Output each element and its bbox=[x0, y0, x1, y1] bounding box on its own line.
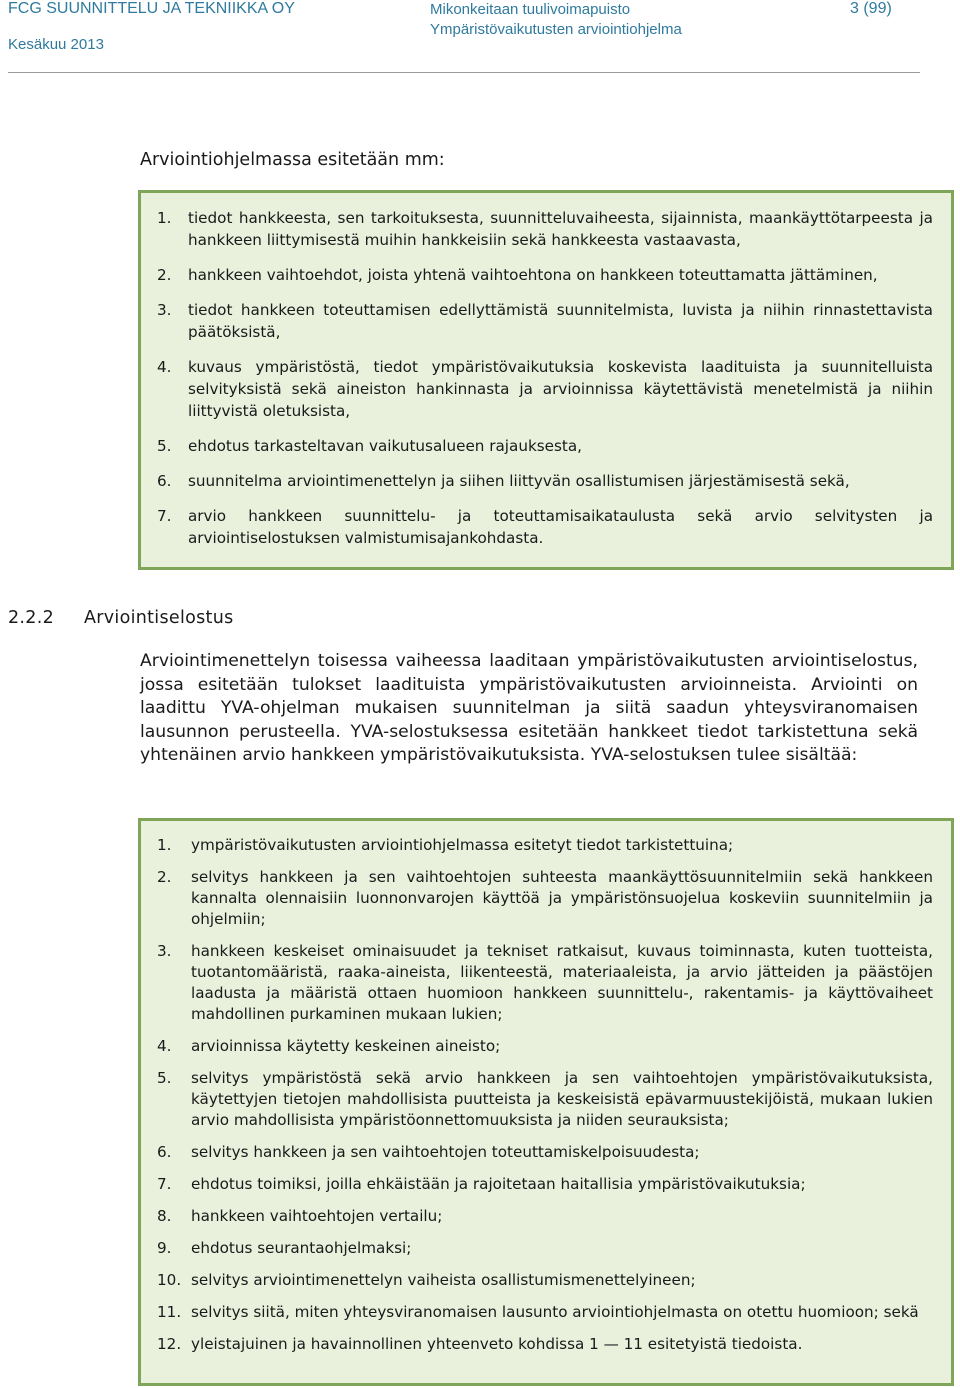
header-project-block bbox=[430, 0, 682, 40]
list-item bbox=[157, 1068, 933, 1131]
item-number: 3. bbox=[157, 301, 172, 319]
item-text: selvitys siitä, miten yhteysviranomaisen lausunto arviointiohjelmasta on otettu huomioon; sekä bbox=[191, 1303, 919, 1321]
list-item bbox=[157, 835, 933, 856]
list-item bbox=[157, 1174, 933, 1195]
item-text: ehdotus tarkasteltavan vaikutusalueen rajauksesta, bbox=[188, 437, 583, 455]
item-number: 1. bbox=[157, 836, 172, 854]
item-text: selvitys hankkeen ja sen vaihtoehtojen toteuttamiskelpoisuudesta; bbox=[191, 1143, 700, 1161]
item-text: selvitys arviointimenettelyn vaiheista osallistumismenettelyineen; bbox=[191, 1271, 696, 1289]
item-number: 2. bbox=[157, 266, 172, 284]
item-number: 12. bbox=[157, 1335, 182, 1353]
item-number: 7. bbox=[157, 1175, 172, 1193]
item-text: ympäristövaikutusten arviointiohjelmassa esitetyt tiedot tarkistettuina; bbox=[191, 836, 734, 854]
item-number: 5. bbox=[157, 1069, 172, 1087]
item-number: 9. bbox=[157, 1239, 172, 1257]
item-number: 2. bbox=[157, 868, 172, 886]
header-divider bbox=[8, 72, 920, 73]
list-item bbox=[157, 435, 933, 457]
intro-text: Arviointiohjelmassa esitetään mm: bbox=[140, 150, 445, 170]
item-number: 4. bbox=[157, 1037, 172, 1055]
page-number: 3 (99) bbox=[850, 0, 892, 17]
section-number: 2.2.2 bbox=[8, 608, 55, 628]
list-item bbox=[157, 264, 933, 286]
item-text: ehdotus seurantaohjelmaksi; bbox=[191, 1239, 412, 1257]
list-item bbox=[157, 1238, 933, 1259]
list-item bbox=[157, 1206, 933, 1227]
list-item bbox=[157, 1302, 933, 1323]
item-number: 4. bbox=[157, 358, 172, 376]
item-text: suunnitelma arviointimenettelyn ja siihen liittyvän osallistumisen järjestämisestä sekä, bbox=[188, 472, 850, 490]
item-number: 5. bbox=[157, 437, 172, 455]
list-item bbox=[157, 207, 933, 251]
list-item bbox=[157, 356, 933, 422]
item-text: tiedot hankkeen toteuttamisen edellyttämistä suunnitelmista, luvista ja niihin rinnastettavista päätöksistä, bbox=[188, 301, 933, 341]
report-contents-box bbox=[138, 818, 954, 1386]
item-text: arvio hankkeen suunnittelu- ja toteuttamisaikataulusta sekä arvio selvitysten ja arviointiselostuksen valmistumisajankohdasta. bbox=[188, 507, 933, 547]
section-title: Arviointiselostus bbox=[84, 608, 234, 628]
item-text: yleistajuinen ja havainnollinen yhteenveto kohdissa 1 — 11 esitetyistä tiedoista. bbox=[191, 1335, 803, 1353]
item-text: arvioinnissa käytetty keskeinen aineisto; bbox=[191, 1037, 501, 1055]
item-number: 7. bbox=[157, 507, 172, 525]
body-paragraph: Arviointimenettelyn toisessa vaiheessa laaditaan ympäristövaikutusten arviointiselostus, jossa esitetään tulokset laadituista ympäristövaikutusten arvioinneista. Arviointi on laadittu YVA-ohjelman mukaisen suunnitelman ja siitä saadun yhteysviranomaisen lausunnon perusteella. YVA-selostuksessa esitetään hankkeet tiedot tarkistettuna sekä yhtenäinen arvio hankkeen ympäristövaikutuksista. YVA-selostuksen tulee sisältää: bbox=[140, 651, 918, 766]
item-number: 1. bbox=[157, 209, 172, 227]
list-item bbox=[157, 470, 933, 492]
list-item bbox=[157, 867, 933, 930]
company-name: FCG SUUNNITTELU JA TEKNIIKKA OY bbox=[8, 0, 295, 17]
document-name: Ympäristövaikutusten arviointiohjelma bbox=[430, 21, 682, 38]
list-item bbox=[157, 299, 933, 343]
item-text: hankkeen keskeiset ominaisuudet ja tekniset ratkaisut, kuvaus toiminnasta, kuten tuotteista, tuotantomääristä, raaka-aineista, liikenteestä, materiaaleista, ja arvio jätteiden ja päästöjen laadusta ja määristä ottaen huomioon hankkeen suunnittelu-, rakentamis- ja käyttövaiheet mahdollinen purkaminen mukaan lukien; bbox=[191, 942, 933, 1023]
list-item bbox=[157, 1036, 933, 1057]
list-item bbox=[157, 941, 933, 1025]
list-item bbox=[157, 505, 933, 549]
item-number: 3. bbox=[157, 942, 172, 960]
item-text: hankkeen vaihtoehdot, joista yhtenä vaihtoehtona on hankkeen toteuttamatta jättäminen, bbox=[188, 266, 878, 284]
list-item bbox=[157, 1270, 933, 1291]
item-number: 6. bbox=[157, 1143, 172, 1161]
item-number: 11. bbox=[157, 1303, 182, 1321]
program-contents-box bbox=[138, 190, 954, 570]
document-date: Kesäkuu 2013 bbox=[8, 36, 104, 53]
list-item bbox=[157, 1142, 933, 1163]
item-text: kuvaus ympäristöstä, tiedot ympäristövaikutuksia koskevista laadituista ja suunnitelluista selvityksistä sekä aineiston hankinnasta ja arvioinnissa käytettävistä menetelmistä ja niihin liittyvistä oletuksista, bbox=[188, 358, 933, 420]
item-number: 6. bbox=[157, 472, 172, 490]
item-text: ehdotus toimiksi, joilla ehkäistään ja rajoitetaan haitallisia ympäristövaikutuksia; bbox=[191, 1175, 806, 1193]
project-name: Mikonkeitaan tuulivoimapuisto bbox=[430, 1, 631, 18]
item-text: selvitys ympäristöstä sekä arvio hankkeen ja sen vaihtoehtojen ympäristövaikutuksista, käytettyjen tietojen mahdollisista puutteista ja keskeisistä epävarmuustekijöistä, mukaan lukien arvio mahdollisista ympäristöonnettomuuksista ja niiden seurauksista; bbox=[191, 1069, 933, 1129]
item-number: 10. bbox=[157, 1271, 182, 1289]
item-text: tiedot hankkeesta, sen tarkoituksesta, suunnitteluvaiheesta, sijainnista, maankäyttötarpeesta ja hankkeen liittymisestä muihin hankkeisiin sekä hankkeesta vastaavasta, bbox=[188, 209, 933, 249]
list-item bbox=[157, 1334, 933, 1355]
item-text: hankkeen vaihtoehtojen vertailu; bbox=[191, 1207, 443, 1225]
item-text: selvitys hankkeen ja sen vaihtoehtojen suhteesta maankäyttösuunnitelmiin sekä hankkeen kannalta olennaisiin luonnonvarojen käyttöä ja ympäristönsuojelua koskeviin suunnitelmiin ja ohjelmiin; bbox=[191, 868, 933, 928]
section-heading bbox=[8, 608, 234, 628]
item-number: 8. bbox=[157, 1207, 172, 1225]
